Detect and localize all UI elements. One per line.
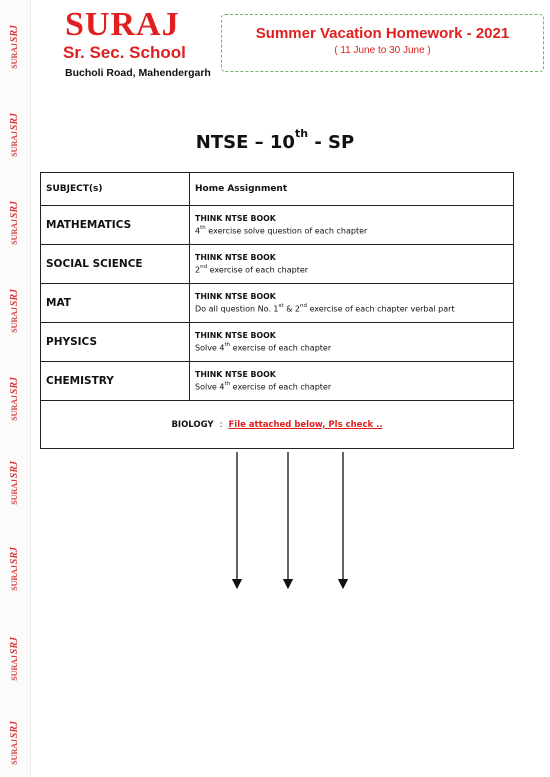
- table-row: [41, 284, 514, 323]
- side-watermark-logo: SRJ SURAJ: [9, 113, 20, 157]
- assignment-detail: Solve 4th exercise of each chapter: [195, 380, 332, 392]
- side-watermark-logo: SRJ SURAJ: [9, 201, 20, 245]
- assignment-detail: Solve 4th exercise of each chapter: [195, 341, 332, 353]
- side-watermark-logo: SRJ SURAJ: [9, 547, 20, 591]
- side-watermark-logo: SRJ SURAJ: [9, 637, 20, 681]
- side-watermark-logo: SRJ SURAJ: [9, 721, 20, 765]
- table-header-assignment: Home Assignment: [190, 173, 514, 206]
- homework-table: [40, 172, 514, 449]
- homework-dates: ( 11 June to 30 June ): [334, 45, 431, 56]
- side-watermark-logo: SRJ SURAJ: [9, 289, 20, 333]
- assignment-book: THINK NTSE BOOK: [195, 291, 276, 301]
- biology-separator: :: [219, 419, 223, 430]
- assignment-cell: [190, 245, 514, 284]
- assignment-cell: [190, 284, 514, 323]
- page-title: NTSE – 10th - SP: [195, 127, 355, 153]
- homework-title: Summer Vacation Homework - 2021: [255, 25, 510, 42]
- assignment-cell: [190, 362, 514, 401]
- assignment-book: THINK NTSE BOOK: [195, 330, 276, 340]
- table-row: [41, 206, 514, 245]
- assignment-detail: 4th exercise solve question of each chapter: [195, 224, 368, 236]
- assignment-book: THINK NTSE BOOK: [195, 369, 276, 379]
- assignment-detail: Do all question No. 1st & 2nd exercise of each chapter verbal part: [195, 302, 455, 314]
- side-watermark-strip: [0, 0, 31, 777]
- homework-title-box: [221, 14, 544, 72]
- table-row: [41, 245, 514, 284]
- biology-row: [41, 401, 514, 449]
- subject-name: SOCIAL SCIENCE: [41, 245, 190, 284]
- biology-label: BIOLOGY: [171, 419, 214, 430]
- side-watermark-logo: SRJ SURAJ: [9, 461, 20, 505]
- assignment-cell: [190, 206, 514, 245]
- assignment-book: THINK NTSE BOOK: [195, 213, 276, 223]
- assignment-cell: [190, 323, 514, 362]
- biology-cell: [41, 401, 514, 449]
- subject-name: MATHEMATICS: [41, 206, 190, 245]
- school-address: Bucholi Road, Mahendergarh: [65, 67, 211, 79]
- side-watermark-logo: SRJ SURAJ: [9, 377, 20, 421]
- table-row: [41, 323, 514, 362]
- subject-name: MAT: [41, 284, 190, 323]
- table-header-subject: SUBJECT(s): [41, 173, 190, 206]
- table-header-row: [41, 173, 514, 206]
- side-watermark-logo: SRJ SURAJ: [9, 25, 20, 69]
- biology-attachment-link[interactable]: File attached below, Pls check ..: [228, 419, 383, 430]
- subject-name: CHEMISTRY: [41, 362, 190, 401]
- table-row: [41, 362, 514, 401]
- school-name: SURAJ: [65, 6, 180, 43]
- assignment-detail: 2nd exercise of each chapter: [195, 263, 309, 275]
- assignment-book: THINK NTSE BOOK: [195, 252, 276, 262]
- school-subtitle: Sr. Sec. School: [63, 43, 186, 62]
- subject-name: PHYSICS: [41, 323, 190, 362]
